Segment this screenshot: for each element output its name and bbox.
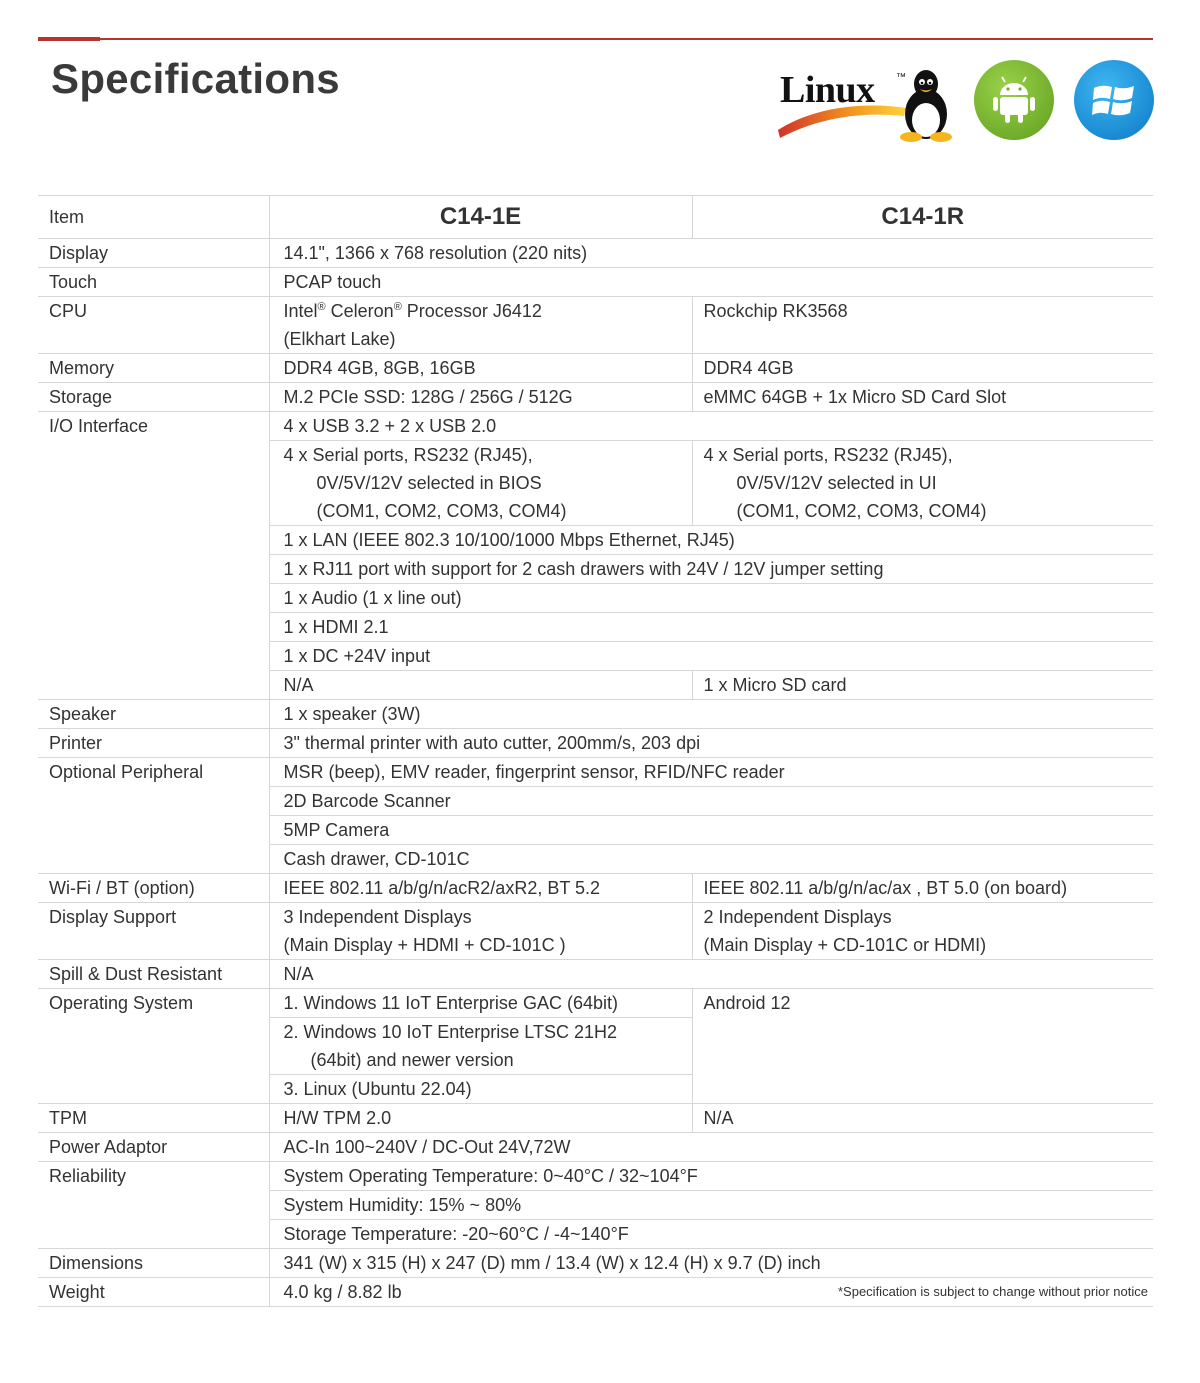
header-item: Item — [38, 196, 269, 239]
row-value: 4 x USB 3.2 + 2 x USB 2.0 — [269, 412, 1153, 441]
row-label: Power Adaptor — [38, 1133, 269, 1162]
table-row — [38, 1162, 1153, 1191]
row-value: 1 x RJ11 port with support for 2 cash drawers with 24V / 12V jumper setting — [269, 555, 1153, 584]
row-value: 1 x speaker (3W) — [269, 700, 1153, 729]
table-row — [38, 1133, 1153, 1162]
row-label: Printer — [38, 729, 269, 758]
row-label: Display Support — [38, 903, 269, 960]
row-value-c14-1e — [269, 441, 692, 526]
row-value-c14-1e: 3. Linux (Ubuntu 22.04) — [269, 1075, 692, 1104]
footnote: *Specification is subject to change without prior notice — [837, 1284, 1148, 1299]
serial-text: (COM1, COM2, COM3, COM4) — [736, 501, 987, 521]
os-text: 2. Windows 10 IoT Enterprise LTSC 21H2 — [283, 1022, 617, 1042]
display-support-text: 3 Independent Displays — [283, 907, 472, 927]
serial-text: (COM1, COM2, COM3, COM4) — [316, 501, 567, 521]
table-header-row — [38, 196, 1153, 239]
row-label: Spill & Dust Resistant — [38, 960, 269, 989]
display-support-text: (Main Display + CD-101C or HDMI) — [703, 935, 987, 955]
row-label: Dimensions — [38, 1249, 269, 1278]
row-value-c14-1r: Android 12 — [692, 989, 1153, 1104]
table-row — [38, 758, 1153, 787]
linux-logo — [776, 58, 954, 142]
row-value: MSR (beep), EMV reader, fingerprint sensor, RFID/NFC reader — [269, 758, 1153, 787]
row-label: CPU — [38, 297, 269, 354]
row-label: Wi-Fi / BT (option) — [38, 874, 269, 903]
row-value: 2D Barcode Scanner — [269, 787, 1153, 816]
row-value-c14-1e — [269, 1018, 692, 1075]
android-icon — [992, 76, 1036, 124]
row-value: 1 x LAN (IEEE 802.3 10/100/1000 Mbps Ethernet, RJ45) — [269, 526, 1153, 555]
row-value: 3" thermal printer with auto cutter, 200mm/s, 203 dpi — [269, 729, 1153, 758]
row-label: Optional Peripheral — [38, 758, 269, 874]
serial-text: 0V/5V/12V selected in UI — [736, 473, 937, 493]
row-value-c14-1e: 1. Windows 11 IoT Enterprise GAC (64bit) — [269, 989, 692, 1018]
registered-mark: ® — [317, 301, 326, 313]
table-row — [38, 412, 1153, 441]
row-value: N/A — [269, 960, 1153, 989]
row-label: Memory — [38, 354, 269, 383]
row-value-c14-1r: IEEE 802.11 a/b/g/n/ac/ax , BT 5.0 (on board) — [692, 874, 1153, 903]
row-value-c14-1r: DDR4 4GB — [692, 354, 1153, 383]
row-value-c14-1e — [269, 297, 692, 354]
row-label: TPM — [38, 1104, 269, 1133]
row-value: Cash drawer, CD-101C — [269, 845, 1153, 874]
registered-mark: ® — [393, 301, 402, 313]
serial-text: 0V/5V/12V selected in BIOS — [316, 473, 542, 493]
row-value-c14-1e — [269, 903, 692, 960]
serial-text: 4 x Serial ports, RS232 (RJ45), — [283, 445, 533, 465]
row-label: I/O Interface — [38, 412, 269, 700]
page-title: Specifications — [51, 55, 340, 102]
display-support-text: (Main Display + HDMI + CD-101C ) — [283, 935, 566, 955]
row-value: AC-In 100~240V / DC-Out 24V,72W — [269, 1133, 1153, 1162]
row-label: Touch — [38, 268, 269, 297]
row-value: Storage Temperature: -20~60°C / -4~140°F — [269, 1220, 1153, 1249]
row-value-c14-1r — [692, 441, 1153, 526]
row-value-c14-1e: N/A — [269, 671, 692, 700]
linux-wordmark: Linux — [780, 69, 875, 111]
row-value: 341 (W) x 315 (H) x 247 (D) mm / 13.4 (W) x 12.4 (H) x 9.7 (D) inch — [269, 1249, 1153, 1278]
row-value: 1 x DC +24V input — [269, 642, 1153, 671]
os-text: (64bit) and newer version — [310, 1050, 514, 1070]
table-row — [38, 354, 1153, 383]
row-value-c14-1r — [692, 903, 1153, 960]
row-value: 1 x Audio (1 x line out) — [269, 584, 1153, 613]
table-row — [38, 1104, 1153, 1133]
header-rule — [38, 38, 1153, 40]
row-value-c14-1r: N/A — [692, 1104, 1153, 1133]
row-value-c14-1r: 1 x Micro SD card — [692, 671, 1153, 700]
table-row — [38, 729, 1153, 758]
header-model-c14-1r: C14-1R — [692, 196, 1153, 239]
cpu-text: (Elkhart Lake) — [283, 329, 396, 349]
row-value: System Humidity: 15% ~ 80% — [269, 1191, 1153, 1220]
spec-table — [38, 195, 1153, 1307]
windows-logo — [1074, 60, 1154, 140]
os-logos — [776, 58, 1154, 142]
display-support-text: 2 Independent Displays — [703, 907, 892, 927]
android-logo — [974, 60, 1054, 140]
header-model-c14-1e: C14-1E — [269, 196, 692, 239]
row-value: 14.1", 1366 x 768 resolution (220 nits) — [269, 239, 1153, 268]
table-row — [38, 239, 1153, 268]
cpu-text: Intel — [283, 301, 318, 321]
row-value-c14-1e: IEEE 802.11 a/b/g/n/acR2/axR2, BT 5.2 — [269, 874, 692, 903]
row-label: Storage — [38, 383, 269, 412]
table-row — [38, 297, 1153, 354]
linux-tm: ™ — [896, 72, 906, 83]
cpu-text: Celeron — [325, 301, 394, 321]
row-label: Speaker — [38, 700, 269, 729]
row-value: 1 x HDMI 2.1 — [269, 613, 1153, 642]
row-value-c14-1r: eMMC 64GB + 1x Micro SD Card Slot — [692, 383, 1153, 412]
windows-icon — [1092, 80, 1136, 120]
row-value-c14-1e: M.2 PCIe SSD: 128G / 256G / 512G — [269, 383, 692, 412]
row-value-c14-1e: H/W TPM 2.0 — [269, 1104, 692, 1133]
row-value: System Operating Temperature: 0~40°C / 32~104°F — [269, 1162, 1153, 1191]
table-row — [38, 960, 1153, 989]
table-row — [38, 1249, 1153, 1278]
row-label: Reliability — [38, 1162, 269, 1249]
row-value: 5MP Camera — [269, 816, 1153, 845]
row-label: Display — [38, 239, 269, 268]
table-row — [38, 874, 1153, 903]
row-label: Weight — [38, 1278, 269, 1307]
header-rule-accent — [38, 37, 100, 41]
table-row — [38, 700, 1153, 729]
row-label: Operating System — [38, 989, 269, 1104]
row-value-c14-1r: Rockchip RK3568 — [692, 297, 1153, 354]
table-row — [38, 989, 1153, 1018]
table-row — [38, 383, 1153, 412]
row-value: 4.0 kg / 8.82 lb — [269, 1278, 1153, 1307]
serial-text: 4 x Serial ports, RS232 (RJ45), — [703, 445, 953, 465]
table-row — [38, 903, 1153, 960]
table-row — [38, 268, 1153, 297]
cpu-text: Processor J6412 — [401, 301, 542, 321]
row-value: PCAP touch — [269, 268, 1153, 297]
row-value-c14-1e: DDR4 4GB, 8GB, 16GB — [269, 354, 692, 383]
